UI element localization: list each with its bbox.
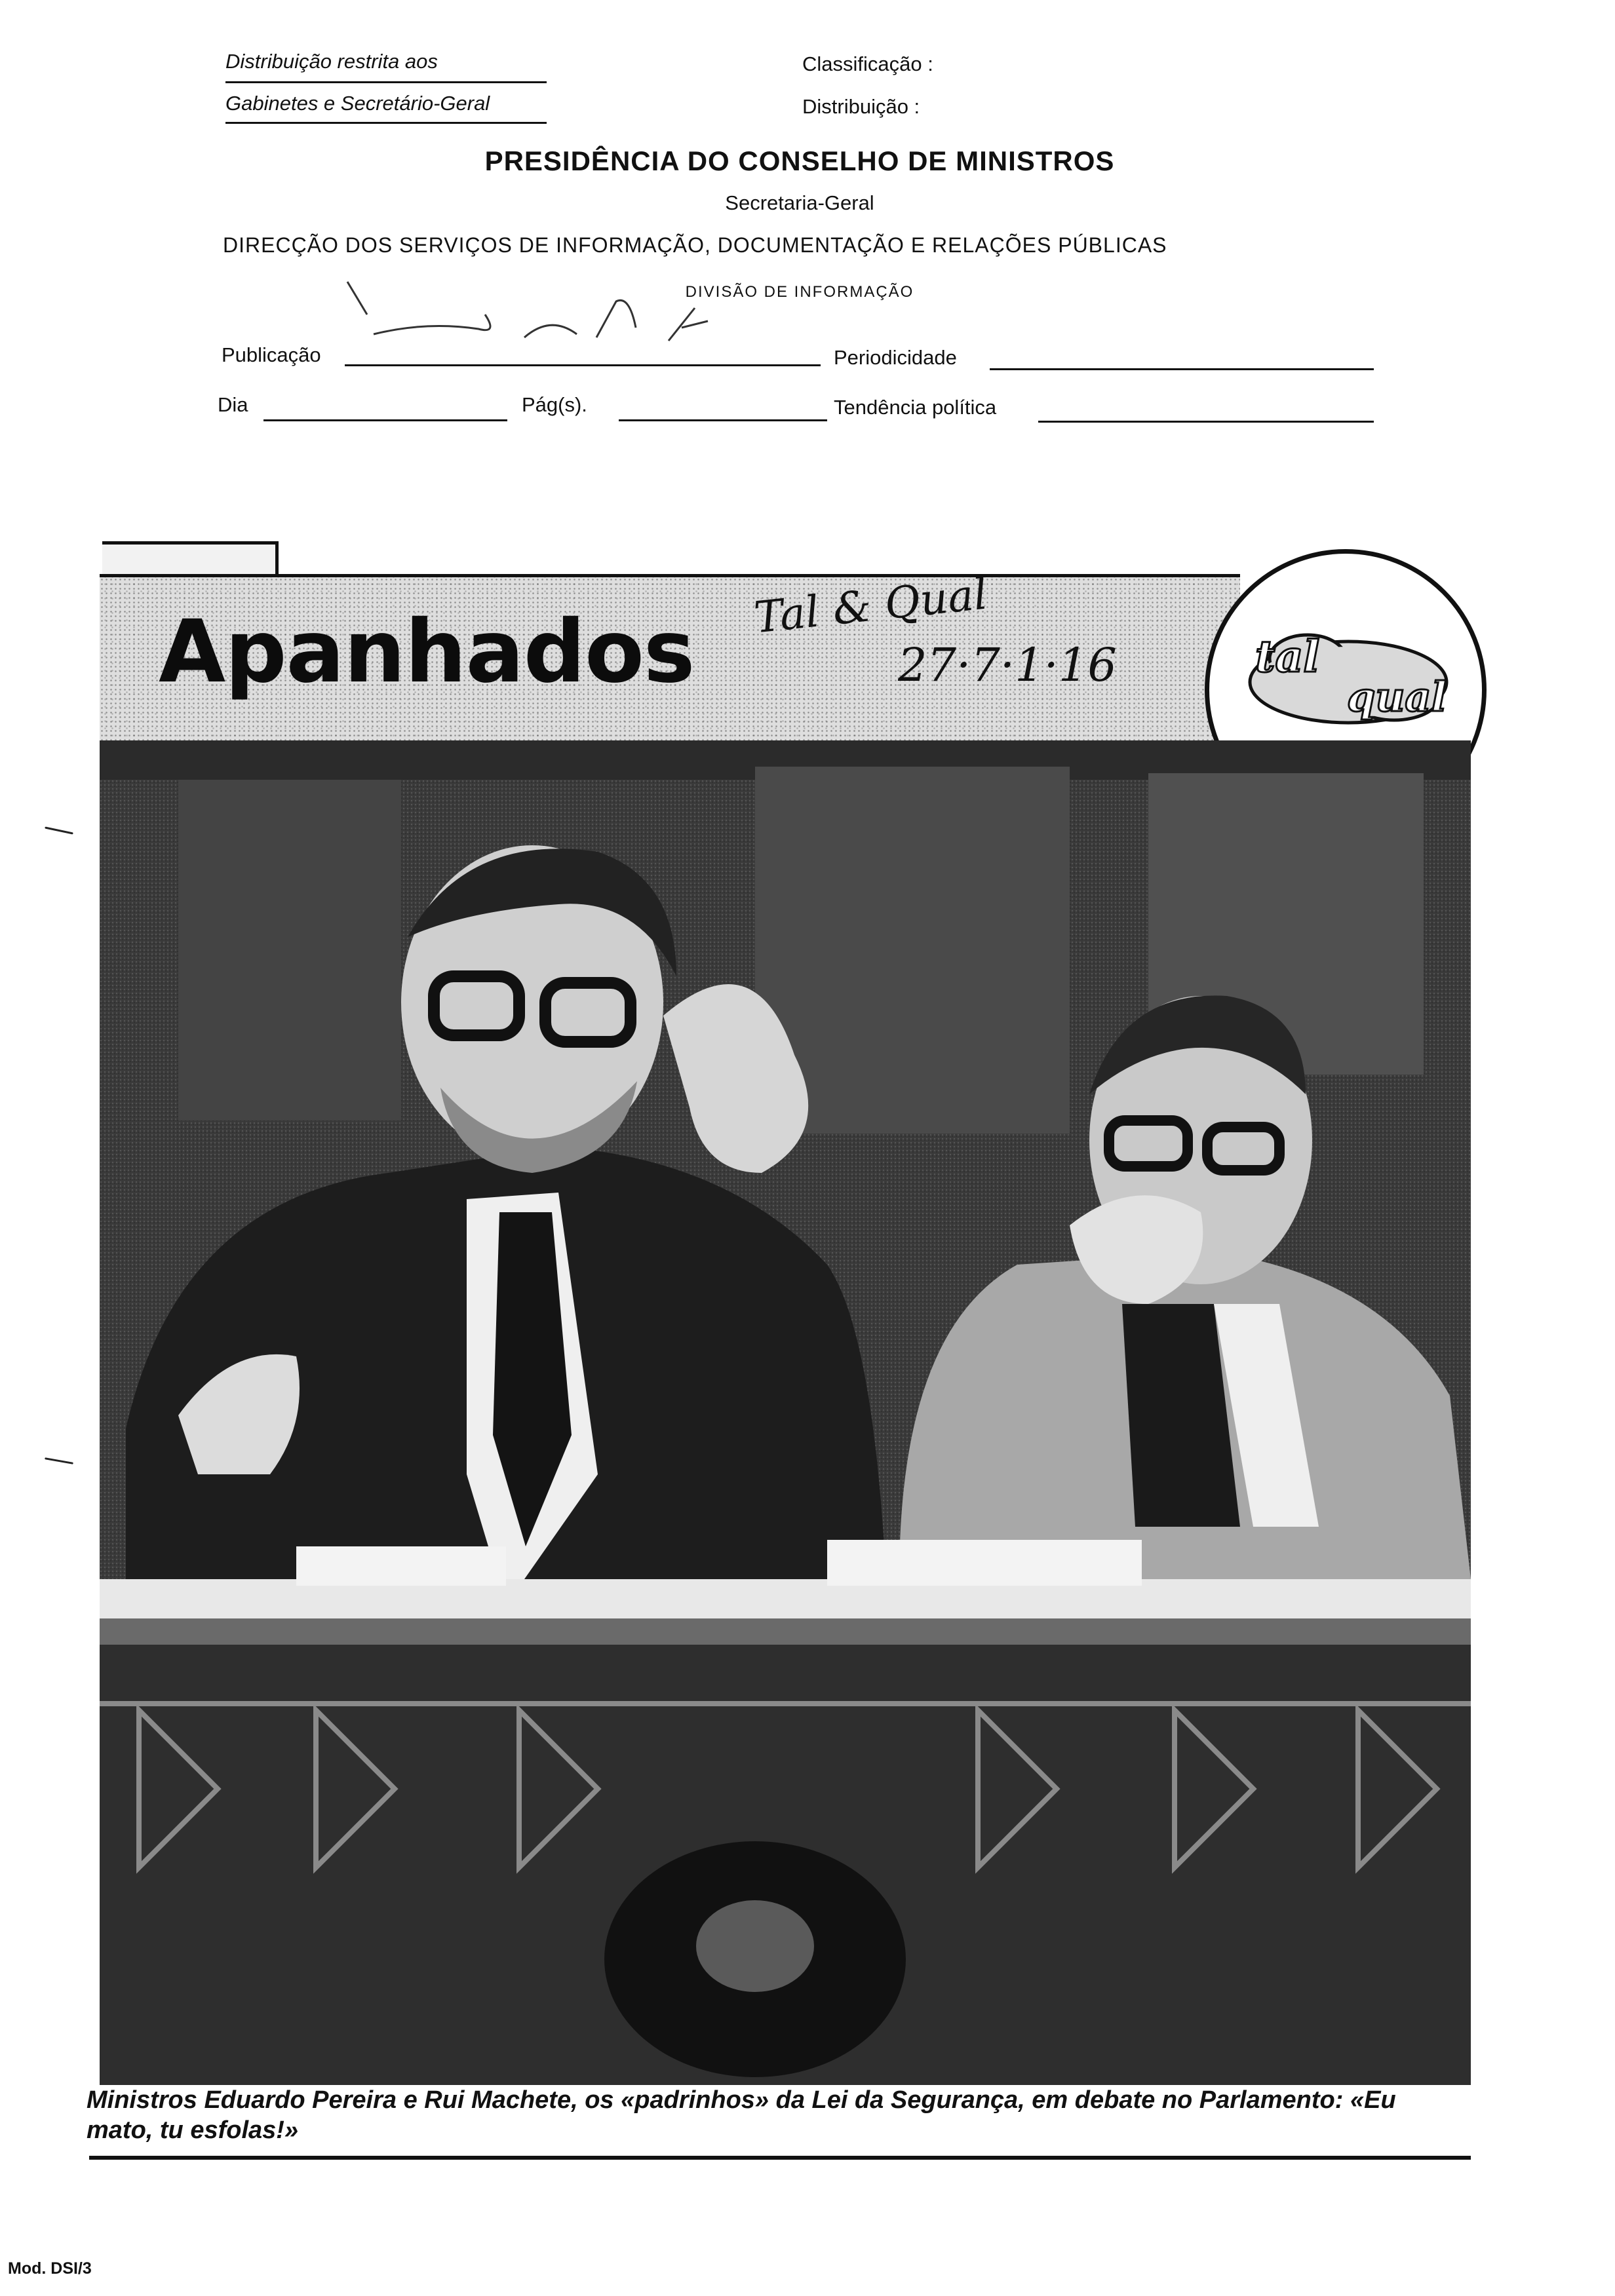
classification-label: Classificação :	[802, 52, 933, 75]
periodicity-field-line	[990, 368, 1374, 370]
pen-scribble-marks	[328, 275, 787, 354]
margin-punch-mark-2	[45, 1457, 73, 1464]
logo-word-tal: tal	[1255, 631, 1320, 682]
photo-caption	[87, 2085, 1476, 2145]
political-tendency-label: Tendência política	[834, 396, 997, 419]
restriction-notice-line2: Gabinetes e Secretário-Geral	[225, 92, 490, 115]
form-code: Mod. DSI/3	[8, 2259, 92, 2278]
day-label: Dia	[218, 393, 248, 416]
publication-label: Publicação	[222, 343, 321, 366]
logo-word-qual: qual	[1347, 673, 1447, 721]
handwritten-date: 27·7·1·16	[898, 638, 1117, 692]
pages-field-line	[619, 419, 827, 421]
caption-rule	[89, 2156, 1471, 2160]
periodicity-label: Periodicidade	[834, 346, 957, 369]
caption-line-1: Ministros Eduardo Pereira e Rui Machete, os «padrinhos» da Lei da Segurança, em debate no Parlamento: «Eu	[87, 2086, 1396, 2114]
restriction-underline-2	[225, 122, 547, 124]
distribution-label: Distribuição :	[802, 95, 920, 118]
organization-title: PRESIDÊNCIA DO CONSELHO DE MINISTROS	[484, 145, 1115, 176]
directorate-line: DIRECÇÃO DOS SERVIÇOS DE INFORMAÇÃO, DOCUMENTAÇÃO E RELAÇÕES PÚBLICAS	[223, 233, 1167, 257]
day-field-line	[263, 419, 507, 421]
photo-illustration	[100, 740, 1471, 2085]
restriction-notice-line1: Distribuição restrita aos	[225, 50, 438, 73]
section-title: Apanhados	[159, 602, 695, 702]
margin-punch-mark-1	[45, 826, 73, 834]
parliament-photo	[100, 740, 1471, 2085]
publication-field-line	[345, 364, 821, 366]
division-line: DIVISÃO DE INFORMAÇÃO	[685, 283, 914, 301]
pages-label: Pág(s).	[522, 393, 587, 416]
political-tendency-field-line	[1038, 421, 1374, 423]
secretariat-subtitle: Secretaria-Geral	[725, 191, 874, 214]
caption-line-2: mato, tu esfolas!»	[87, 2116, 299, 2144]
restriction-underline-1	[225, 81, 547, 83]
handwritten-publication: Tal & Qual	[751, 568, 990, 643]
